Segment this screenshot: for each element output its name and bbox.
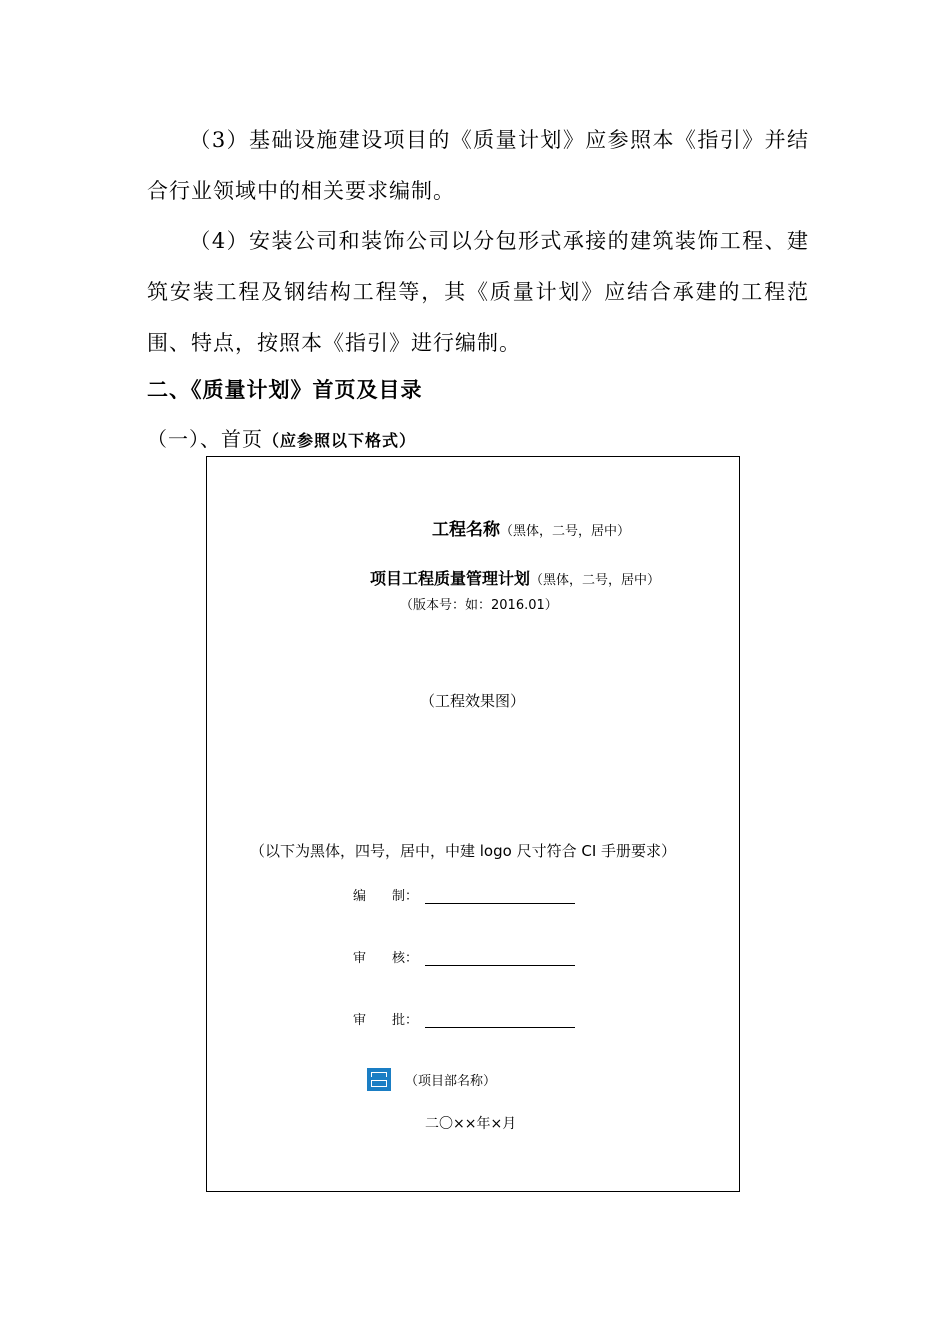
department-name: （项目部名称） (405, 1074, 497, 1089)
paragraph-3: （3）基础设施建设项目的《质量计划》应参照本《指引》并结合行业领域中的相关要求编制。 (147, 128, 809, 203)
date: 二〇××年×月 (425, 1116, 517, 1132)
plan-title-note: （黑体，二号，居中） (530, 573, 661, 588)
subsection-heading: （一）、首页（应参照以下格式） (147, 427, 417, 451)
project-name-note: （黑体，二号，居中） (500, 524, 631, 539)
signature-compiled (353, 885, 575, 904)
signature-approved (353, 1009, 575, 1028)
signature-label: 审 批： (353, 1013, 419, 1028)
format-note: （应参照以下格式） (263, 431, 417, 450)
department-row (367, 1068, 496, 1091)
section-heading: 二、《质量计划》首页及目录 (147, 378, 423, 402)
signature-label: 编 制： (353, 889, 419, 904)
rendering-placeholder: （工程效果图） (420, 692, 526, 710)
paragraph-4: （4）安装公司和装饰公司以分包形式承接的建筑装饰工程、建筑安装工程及钢结构工程等，其《质量计划》应结合承建的工程范围、特点，按照本《指引》进行编制。 (147, 229, 809, 355)
signature-reviewed (353, 947, 575, 966)
signature-line (425, 951, 575, 966)
project-name: 工程名称（黑体，二号，居中） (432, 520, 631, 540)
signature-line (425, 889, 575, 904)
cscec-logo-icon (367, 1068, 391, 1091)
format-requirements: （以下为黑体，四号，居中，中建 logo 尺寸符合 CI 手册要求） (250, 842, 677, 860)
version-number: （版本号：如：2016.01） (400, 598, 558, 613)
plan-title: 项目工程质量管理计划（黑体，二号，居中） (370, 569, 661, 588)
signature-line (425, 1013, 575, 1028)
cover-page-template (206, 456, 740, 1192)
signature-label: 审 核： (353, 951, 419, 966)
